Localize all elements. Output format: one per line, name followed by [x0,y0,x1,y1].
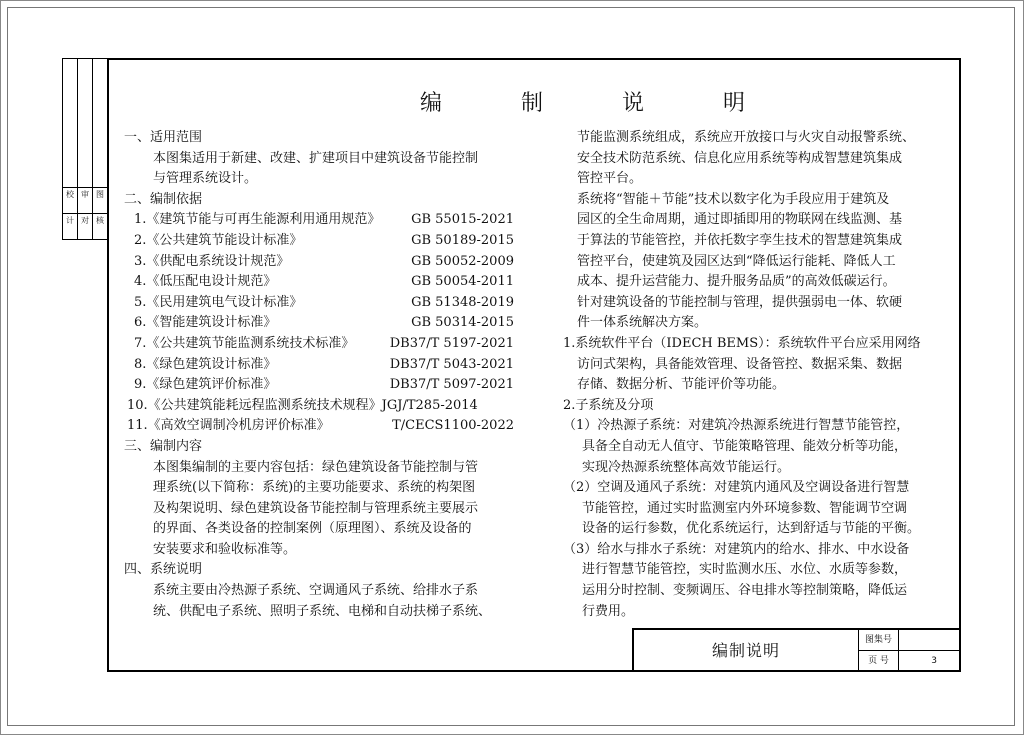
reference-title: 3.《供配电系统设计规范》 [134,253,290,269]
atlas-number-label: 图集号 [859,630,899,651]
text-line: 管控平台。 [577,171,643,187]
left-text-column [114,128,514,622]
text-line: 的界面、各类设备的控制案例（原理图）、系统及设备的 [153,521,472,537]
stamp-label: 核 [96,216,104,225]
text-line: 理系统(以下简称：系统)的主要功能要求、系统的构架图 [153,480,476,496]
reference-code: GB 55015-2021 [411,212,514,228]
text-line [114,416,514,437]
reference-code: DB37/T 5043-2021 [389,356,514,372]
text-line [114,375,514,396]
text-line: 及构架说明、绿色建筑设备节能控制与管理系统主要展示 [153,500,479,516]
reference-title: 4.《低压配电设计规范》 [134,274,277,290]
stamp-label: 计 [66,216,74,225]
reference-code: GB 51348-2019 [411,294,514,310]
text-line: 二、编制依据 [124,191,203,207]
approval-stamp-table [62,58,107,240]
text-line [114,231,514,252]
text-line: 行费用。 [582,603,635,619]
reference-code: GB 50054-2011 [411,274,514,290]
text-line: 运用分时控制、变频调压、谷电排水等控制策略，降低运 [582,583,908,599]
text-line [114,252,514,273]
text-line: 与管理系统设计。 [153,171,258,187]
text-line: 节能管控，通过实时监测室内外环境参数、智能调节空调 [582,500,908,516]
reference-code: DB37/T 5097-2021 [389,377,514,393]
reference-code: GB 50314-2015 [411,315,514,331]
text-line [114,313,514,334]
text-line: 成本、提升运营能力、提升服务品质”的高效低碳运行。 [577,274,896,290]
reference-title: 2.《公共建筑节能设计标准》 [134,232,303,248]
page-number-value: 3 [931,656,937,666]
text-line: （1）冷热源子系统：对建筑冷热源系统进行智慧节能管控， [563,418,910,434]
text-line: 节能监测系统组成，系统应开放接口与火灾自动报警系统、 [577,130,916,145]
reference-title: 6.《智能建筑设计标准》 [134,315,277,331]
text-line: 管控平台，使建筑及园区达到“降低运行能耗、降低人工 [577,253,896,269]
text-line: 进行智慧节能管控，实时监测水压、水位、水质等参数， [582,562,908,578]
text-line [114,396,514,417]
reference-title: 11.《高效空调制冷机房评价标准》 [127,418,330,434]
text-line: 设备的运行参数，优化系统运行，达到舒适与节能的平衡。 [582,521,921,537]
reference-title: 8.《绿色建筑设计标准》 [134,356,277,372]
stamp-label: 校 [66,190,74,199]
page-title: 编 制 说 明 [420,91,781,116]
text-line: 本图集适用于新建、改建、扩建项目中建筑设备节能控制 [153,150,479,166]
text-line [114,355,514,376]
reference-code: DB37/T 5197-2021 [389,335,514,351]
reference-title: 10.《公共建筑能耗远程监测系统技术规程》JGJ/T285-2014 [127,397,478,413]
text-line [114,293,514,314]
text-line: 园区的全生命周期，通过即插即用的物联网在线监测、基 [577,212,903,228]
right-text-column [563,128,958,622]
text-line: 实现冷热源系统整体高效节能运行。 [582,459,791,475]
text-line [114,334,514,355]
text-line: 系统主要由冷热源子系统、空调通风子系统、给排水子系 [153,583,479,599]
text-line: 安全技术防范系统、信息化应用系统等构成智慧建筑集成 [577,150,903,166]
text-line: 安装要求和验收标准等。 [153,541,297,557]
text-line: 三、编制内容 [124,438,203,454]
title-block [632,628,961,672]
text-line [114,210,514,231]
text-line: 四、系统说明 [124,562,203,578]
text-line: 1.系统软件平台（IDECH BEMS）：系统软件平台应采用网络 [563,335,921,351]
text-line: 访问式架构，具备能效管理、设备管控、数据采集、数据 [577,356,903,372]
reference-title: 7.《公共建筑节能监测系统技术标准》 [134,335,355,351]
stamp-label: 图 [96,190,104,199]
text-line: （2）空调及通风子系统：对建筑内通风及空调设备进行智慧 [563,480,910,496]
stamp-label: 对 [81,216,89,225]
stamp-label: 审 [81,190,89,199]
drawing-name: 编制说明 [634,630,859,672]
text-line: 于算法的节能管控，并依托数字孪生技术的智慧建筑集成 [577,232,903,248]
reference-title: 5.《民用建筑电气设计标准》 [134,294,303,310]
text-line: 针对建筑设备的节能控制与管理，提供强弱电一体、软硬 [577,294,903,310]
text-line: （3）给水与排水子系统：对建筑内的给水、排水、中水设备 [563,541,910,557]
text-line: 存储、数据分析、节能评价等功能。 [577,377,786,393]
text-line: 具备全自动无人值守、节能策略管理、能效分析等功能， [582,438,908,454]
text-line: 系统将“智能＋节能”技术以数字化为手段应用于建筑及 [577,191,890,207]
page-number-label: 页 号 [859,651,899,672]
reference-title: 9.《绿色建筑评价标准》 [134,377,277,393]
reference-code: GB 50189-2015 [411,232,514,248]
text-line: 本图集编制的主要内容包括：绿色建筑设备节能控制与管 [153,459,479,475]
text-line: 统、供配电子系统、照明子系统、电梯和自动扶梯子系统、 [153,603,492,619]
text-line [114,272,514,293]
text-line: 件一体系统解决方案。 [577,315,708,331]
text-line: 一、适用范围 [124,130,203,145]
reference-code: T/CECS1100-2022 [392,418,514,434]
text-line: 2.子系统及分项 [563,397,654,413]
atlas-number-value [899,630,961,651]
reference-code: GB 50052-2009 [411,253,514,269]
reference-title: 1.《建筑节能与可再生能源利用通用规范》 [134,212,381,228]
